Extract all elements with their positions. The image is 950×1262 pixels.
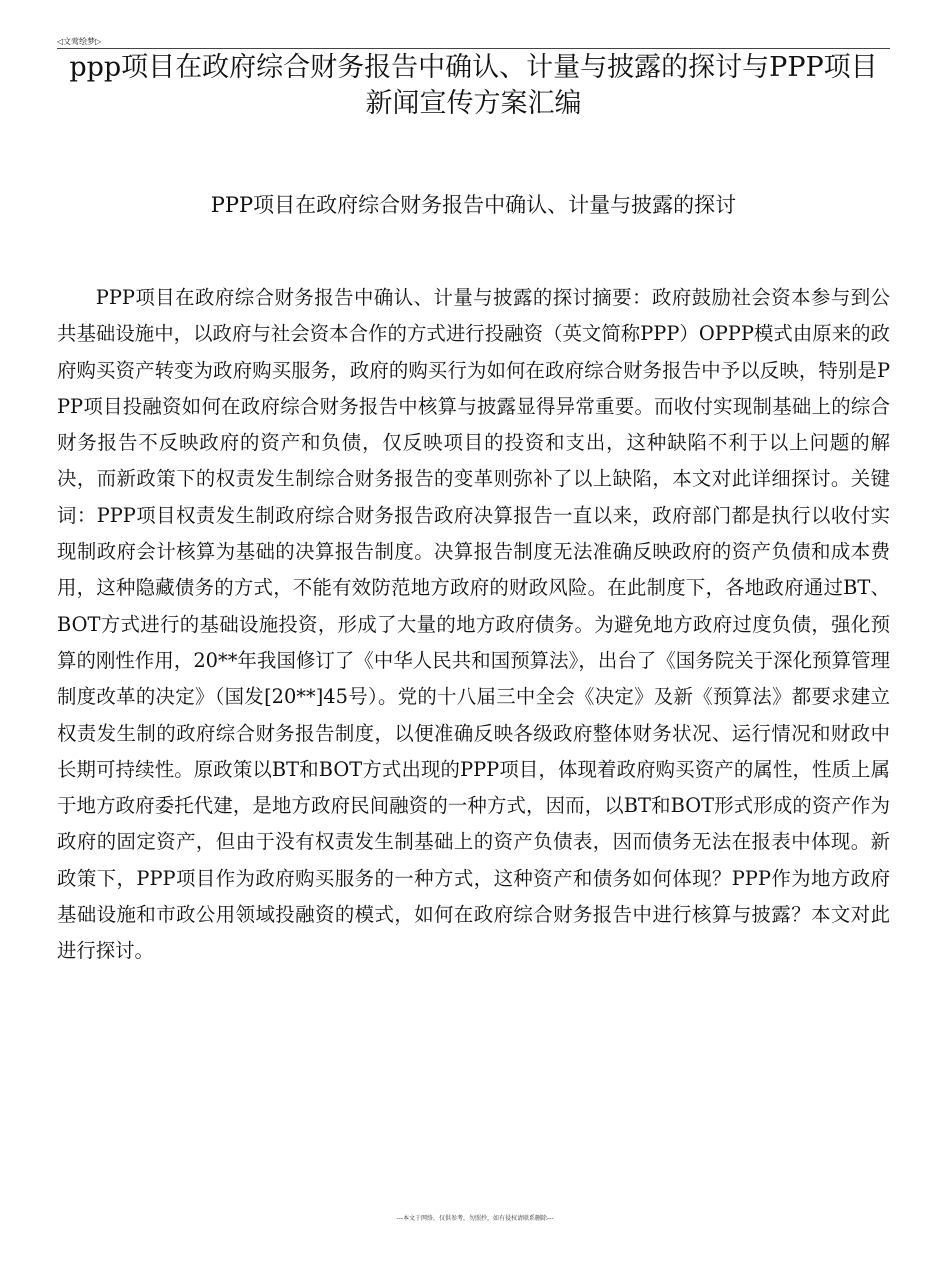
header-mark: ◁文莺绘梦▷ [57, 37, 102, 46]
section-heading: PPP项目在政府综合财务报告中确认、计量与披露的探讨 [210, 193, 737, 217]
header-divider [57, 48, 890, 49]
body-paragraph: PPP项目在政府综合财务报告中确认、计量与披露的探讨摘要：政府鼓励社会资本参与到公共基础设施中，以政府与社会资本合作的方式进行投融资（英文简称PPP）OPPP模式由原来的政府购买资产转变为政府购买服务，政府的购买行为如何在政府综合财务报告中予以反映，特别是PPP项目投融资如何在政府综合财务报告中核算与披露显得异常重要。而收付实现制基础上的综合财务报告不反映政府的资产和负债，仅反映项目的投资和支出，这种缺陷不利于以上问题的解决，而新政策下的权责发生制综合财务报告的变革则弥补了以上缺陷，本文对此详细探讨。关键词：PPP项目权责发生制政府综合财务报告政府决算报告一直以来，政府部门都是执行以收付实现制政府会计核算为基础的决算报告制度。决算报告制度无法准确反映政府的资产负债和成本费用，这种隐藏债务的方式，不能有效防范地方政府的财政风险。在此制度下，各地政府通过BT、BOT方式进行的基础设施投资，形成了大量的地方政府债务。为避免地方政府过度负债，强化预算的刚性作用，20**年我国修订了《中华人民共和国预算法》，出台了《国务院关于深化预算管理制度改革的决定》（国发[20**]45号）。党的十八届三中全会《决定》及新《预算法》都要求建立权责发生制的政府综合财务报告制度，以便准确反映各级政府整体财务状况、运行情况和财政中长期可持续性。原政策以BT和BOT方式出现的PPP项目，体现着政府购买资产的属性，性质上属于地方政府委托代建，是地方政府民间融资的一种方式，因而，以BT和BOT形式形成的资产作为政府的固定资产，但由于没有权责发生制基础上的资产负债表，因而债务无法在报表中体现。新政策下，PPP项目作为政府购买服务的一种方式，这种资产和债务如何体现？PPP作为地方政府基础设施和市政公用领域投融资的模式，如何在政府综合财务报告中进行核算与披露？本文对此进行探讨。 [57, 286, 890, 963]
footer-disclaimer: ---本文于网络，仅供参考，勿照抄，如有侵权请联系删除--- [396, 1215, 554, 1222]
document-title: ppp项目在政府综合财务报告中确认、计量与披露的探讨与PPP项目新闻宣传方案汇编 [69, 52, 878, 119]
